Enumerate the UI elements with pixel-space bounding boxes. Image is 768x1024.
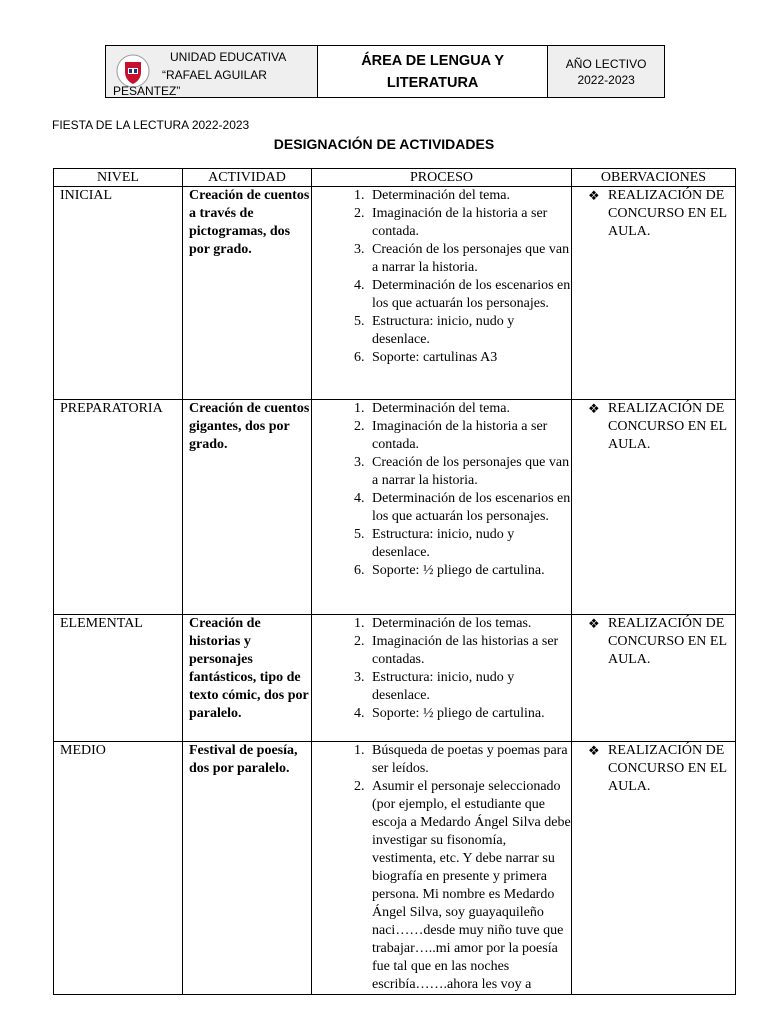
observation-cell [572, 742, 736, 995]
observation-item [588, 400, 735, 454]
level-cell: INICIAL [54, 187, 183, 400]
process-step: 4. Soporte: ½ pliego de cartulina. [368, 705, 571, 723]
area-title-line1: ÁREA DE LENGUA Y [361, 52, 505, 69]
observation-text: REALIZACIÓN DE CONCURSO EN EL AULA. [608, 401, 727, 452]
observation-list [578, 742, 735, 796]
process-step: 5. Estructura: inicio, nudo y desenlace. [368, 313, 571, 349]
school-year [548, 56, 664, 88]
observation-text: REALIZACIÓN DE CONCURSO EN EL AULA. [608, 616, 727, 667]
table-row [54, 742, 736, 995]
observation-cell [572, 187, 736, 400]
activity-cell: Creación de cuentos gigantes, dos por grado. [183, 400, 312, 615]
activity-cell: Creación de historias y personajes fantásticos, tipo de texto cómic, dos por paralelo. [183, 615, 312, 742]
school-name-line1: UNIDAD EDUCATIVA [170, 50, 287, 64]
school-year-value: 2022-2023 [577, 72, 635, 87]
area-title [318, 50, 547, 94]
column-header-process: PROCESO [312, 169, 572, 187]
process-step: 2. Imaginación de la historia a ser contada. [368, 418, 571, 454]
school-name-line2: “RAFAEL AGUILAR [162, 68, 267, 82]
observation-cell [572, 615, 736, 742]
process-step: 4. Determinación de los escenarios en los que actuarán los personajes. [368, 490, 571, 526]
process-step: 3. Creación de los personajes que van a narrar la historia. [368, 454, 571, 490]
event-name: FIESTA DE LA LECTURA 2022-2023 [52, 118, 250, 132]
table-row [54, 400, 736, 615]
process-step: 2. Imaginación de las historias a ser contadas. [368, 633, 571, 669]
process-step: 1. Búsqueda de poetas y poemas para ser leídos. [368, 742, 571, 778]
table-header-row [54, 169, 736, 187]
school-cell [106, 46, 318, 98]
process-step: 1. Determinación de los temas. [368, 615, 571, 633]
observation-cell [572, 400, 736, 615]
activities-table [53, 168, 736, 995]
process-steps [318, 742, 571, 994]
process-cell [312, 187, 572, 400]
process-step: 6. Soporte: cartulinas A3 [368, 349, 571, 367]
diamond-bullet-icon: ❖ [588, 616, 600, 631]
activity-cell: Creación de cuentos a través de pictogramas, dos por grado. [183, 187, 312, 400]
table-row [54, 615, 736, 742]
process-cell [312, 400, 572, 615]
page-title: DESIGNACIÓN DE ACTIVIDADES [273, 136, 495, 152]
process-steps [318, 187, 571, 367]
school-logo-icon [116, 54, 150, 88]
observation-text: REALIZACIÓN DE CONCURSO EN EL AULA. [608, 188, 727, 239]
process-step: 1. Determinación del tema. [368, 400, 571, 418]
table-row [54, 187, 736, 400]
observation-list [578, 187, 735, 241]
process-cell [312, 615, 572, 742]
activity-cell: Festival de poesía, dos por paralelo. [183, 742, 312, 995]
area-title-line2: LITERATURA [386, 74, 479, 91]
observation-item [588, 742, 735, 796]
process-step: 1. Determinación del tema. [368, 187, 571, 205]
level-cell: ELEMENTAL [54, 615, 183, 742]
process-steps [318, 615, 571, 723]
diamond-bullet-icon: ❖ [588, 188, 600, 203]
observation-item [588, 187, 735, 241]
process-step: 4. Determinación de los escenarios en los que actuarán los personajes. [368, 277, 571, 313]
process-cell [312, 742, 572, 995]
school-block [112, 49, 312, 97]
level-cell: MEDIO [54, 742, 183, 995]
column-header-level: NIVEL [54, 169, 183, 187]
year-cell [548, 46, 665, 98]
diamond-bullet-icon: ❖ [588, 401, 600, 416]
process-step: 2. Imaginación de la historia a ser contada. [368, 205, 571, 241]
school-name-line3: PESANTEZ” [113, 84, 181, 98]
process-steps [318, 400, 571, 580]
observation-text: REALIZACIÓN DE CONCURSO EN EL AULA. [608, 743, 727, 794]
process-step: 2. Asumir el personaje seleccionado (por ejemplo, el estudiante que escoja a Medardo Ángel Silva debe investigar su fisonomía, vestimenta, etc. Y debe narrar su biografía en presente y primera persona. Mi nombre es Medardo Ángel Silva, soy guayaquileño naci……desde muy niño tuve que trabajar…..mi amor por la poesía fue tal que en las noches escribía…….ahora les voy a [368, 778, 571, 994]
observation-list [578, 400, 735, 454]
school-year-label: AÑO LECTIVO [565, 56, 647, 71]
area-cell [317, 46, 547, 98]
process-step: 3. Creación de los personajes que van a narrar la historia. [368, 241, 571, 277]
level-cell: PREPARATORIA [54, 400, 183, 615]
process-step: 3. Estructura: inicio, nudo y desenlace. [368, 669, 571, 705]
diamond-bullet-icon: ❖ [588, 743, 600, 758]
column-header-activity: ACTIVIDAD [183, 169, 312, 187]
observation-item [588, 615, 735, 669]
document-header [105, 45, 665, 98]
observation-list [578, 615, 735, 669]
process-step: 5. Estructura: inicio, nudo y desenlace. [368, 526, 571, 562]
column-header-observations: OBERVACIONES [572, 169, 736, 187]
process-step: 6. Soporte: ½ pliego de cartulina. [368, 562, 571, 580]
